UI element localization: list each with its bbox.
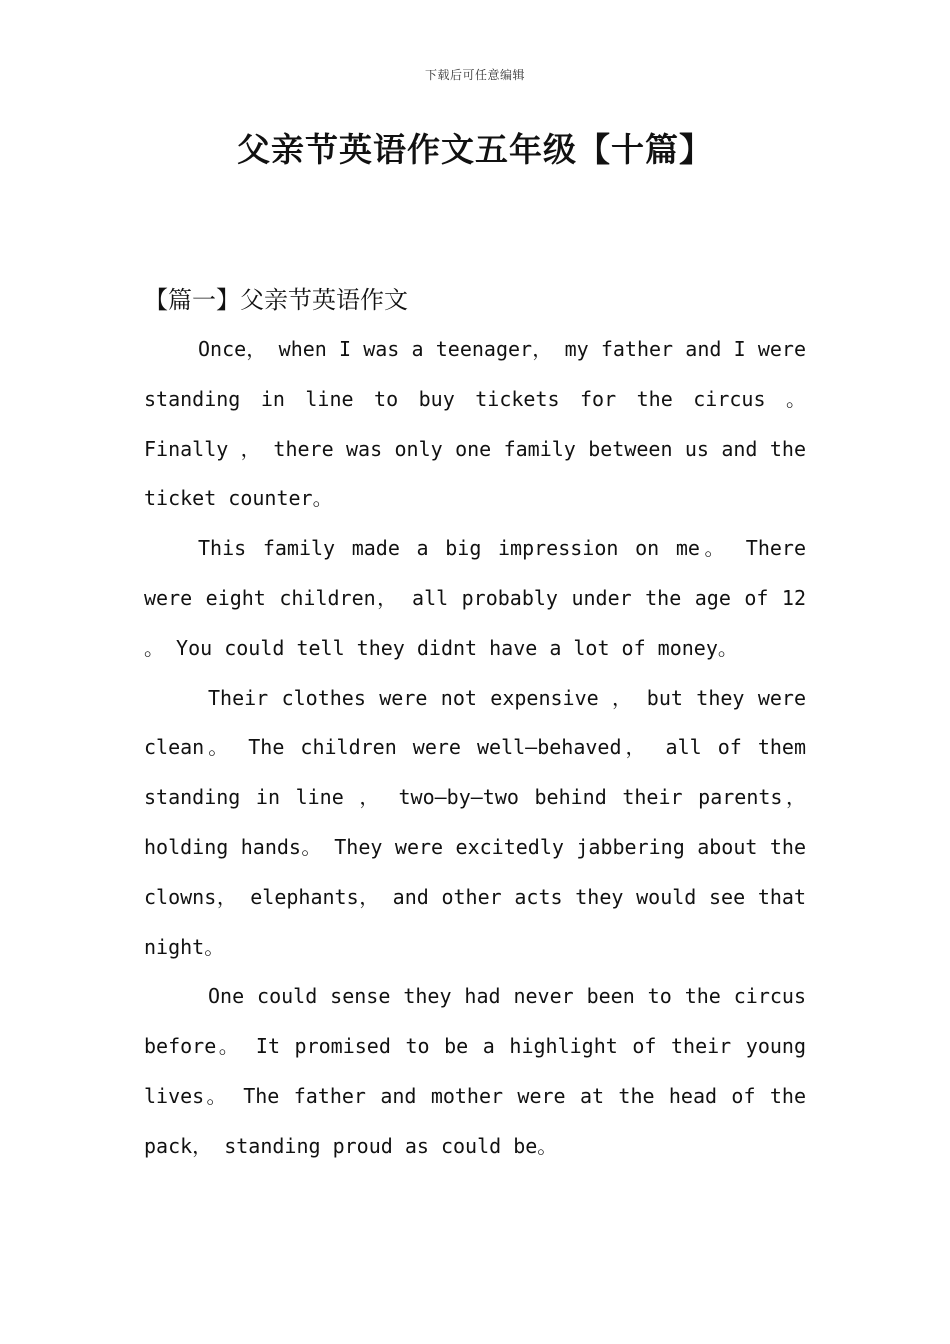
section-heading: 【篇一】父亲节英语作文 xyxy=(144,286,408,314)
header-note: 下载后可任意编辑 xyxy=(424,68,525,82)
section-body xyxy=(144,325,806,1172)
paragraph-3: Their clothes were not expensive ， but they were clean。 The children were well—behaved， all of them standing in line ， two—by—two behind their parents， holding hands。 They were excitedly jabbering about the clowns， elephants， and other acts they would see that night。 xyxy=(144,685,806,959)
paragraph-4: One could sense they had never been to the circus before。 It promised to be a highlight of their young lives。 The father and mother were at the head of the pack， standing proud as could be。 xyxy=(144,984,806,1158)
document-title: 父亲节英语作文五年级【十篇】 xyxy=(237,130,713,169)
paragraph-1: Once， when I was a teenager， my father and I were standing in line to buy tickets for the circus 。 Finally ， there was only one family between us and the ticket counter。 xyxy=(144,337,806,511)
paragraph-2: This family made a big impression on me。 There were eight children， all probably under the age of 12 。 You could tell they didnt have a lot of money。 xyxy=(144,536,806,660)
